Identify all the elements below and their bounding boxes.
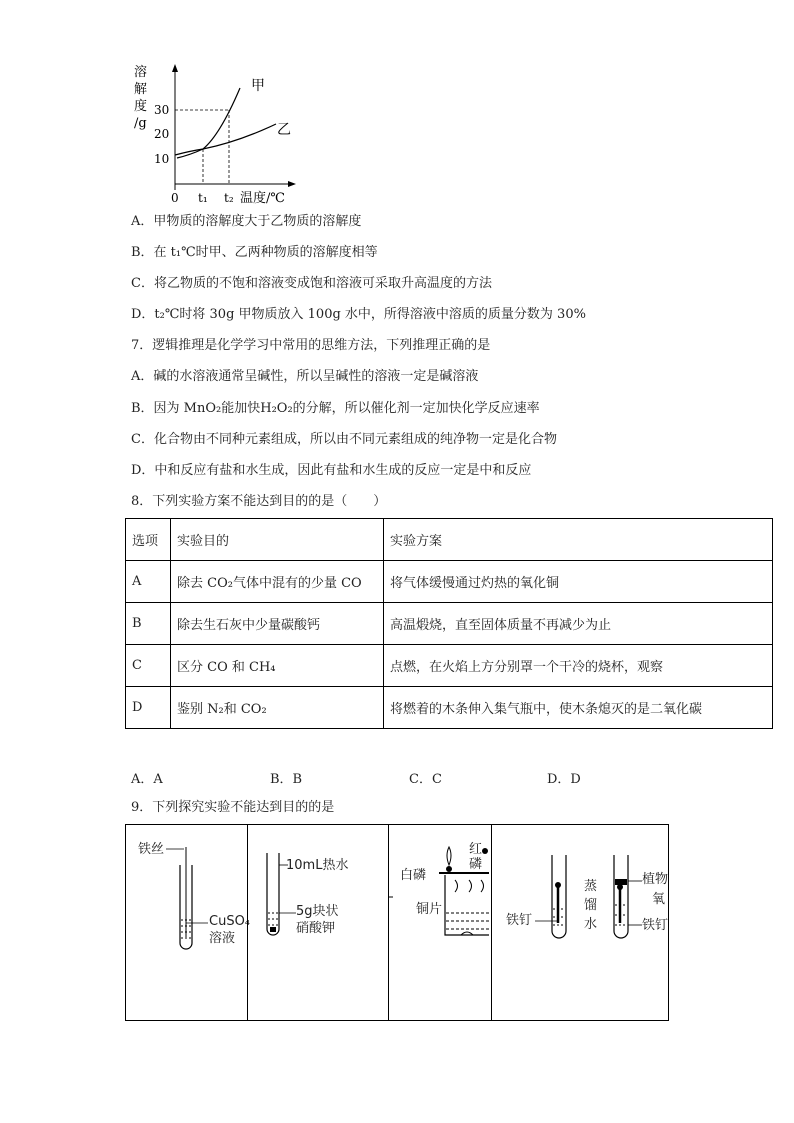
potassium-nitrate-label: 硝酸钾 — [296, 921, 336, 936]
copper-sheet-label: 铜片 — [416, 902, 443, 917]
row-c-option: C — [126, 645, 171, 687]
q9-panel-2 — [247, 824, 389, 1021]
solubility-graph — [128, 60, 298, 210]
y-tick-20: 20 — [154, 127, 170, 141]
block-label: 5g块状 — [296, 904, 339, 919]
table-header-row — [126, 519, 773, 561]
row-b-purpose: 除去生石灰中少量碳酸钙 — [171, 603, 384, 645]
curve-jia-label: 甲 — [251, 78, 265, 94]
distilled-label-3: 水 — [584, 917, 598, 932]
curve-yi — [175, 124, 276, 155]
row-c-plan: 点燃，在火焰上方分别罩一个干冷的烧杯，观察 — [384, 645, 773, 687]
x-tick-0: 0 — [171, 191, 179, 205]
q6-option-b: B．在 t₁℃时甲、乙两种物质的溶解度相等 — [131, 245, 378, 260]
y-label-2: 解 — [134, 82, 148, 97]
x-axis-label: 温度/℃ — [240, 191, 285, 206]
q8-stem: 8．下列实验方案不能达到目的的是（ ） — [131, 494, 387, 509]
q9-panel-3 — [388, 824, 492, 1021]
q8-answer-a: A．A — [131, 772, 163, 787]
header-plan: 实验方案 — [384, 519, 773, 561]
table-row — [126, 603, 773, 645]
q8-table — [125, 518, 773, 729]
header-purpose: 实验目的 — [171, 519, 384, 561]
q6-option-c: C．将乙物质的不饱和溶液变成饱和溶液可采取升高温度的方法 — [131, 276, 492, 291]
white-phosphorus-label: 白磷 — [400, 868, 427, 883]
q9-panel-4 — [491, 824, 669, 1021]
row-b-option: B — [126, 603, 171, 645]
y-label-1: 溶 — [134, 65, 148, 80]
table-row — [126, 687, 773, 729]
row-d-purpose: 鉴别 N₂和 CO₂ — [171, 687, 384, 729]
q6-option-d: D．t₂℃时将 30g 甲物质放入 100g 水中，所得溶液中溶质的质量分数为 30% — [131, 307, 586, 322]
distilled-label-2: 馏 — [584, 898, 598, 913]
red-phosphorus-label: 红磷 — [469, 842, 483, 872]
solution-label: 溶液 — [209, 931, 236, 946]
iron-wire-label: 铁丝 — [138, 842, 165, 857]
row-a-option: A — [126, 561, 171, 603]
row-a-purpose: 除去 CO₂气体中混有的少量 CO — [171, 561, 384, 603]
iron-nail-label-1: 铁钉 — [506, 913, 533, 928]
x-tick-t2: t₂ — [224, 191, 234, 205]
y-tick-10: 10 — [154, 152, 170, 166]
row-b-plan: 高温煅烧，直至固体质量不再减少为止 — [384, 603, 773, 645]
curve-yi-label: 乙 — [277, 122, 291, 138]
x-tick-t1: t₁ — [198, 191, 208, 205]
q7-option-a: A．碱的水溶液通常呈碱性，所以呈碱性的溶液一定是碱溶液 — [131, 369, 479, 384]
q6-option-a: A．甲物质的溶解度大于乙物质的溶解度 — [131, 214, 362, 229]
iron-nail-label-2: 铁钉 — [642, 918, 669, 933]
oxygen-label: 氧 — [652, 892, 666, 907]
cuso4-label: CuSO₄ — [209, 914, 251, 929]
q7-option-b: B．因为 MnO₂能加快H₂O₂的分解，所以催化剂一定加快化学反应速率 — [131, 401, 540, 416]
q8-answer-c: C．C — [409, 772, 442, 787]
q9-stem: 9．下列探究实验不能达到目的的是 — [131, 800, 335, 815]
header-option: 选项 — [126, 519, 171, 561]
q7-option-d: D．中和反应有盐和水生成，因此有盐和水生成的反应一定是中和反应 — [131, 463, 532, 478]
distilled-label-1: 蒸 — [584, 879, 598, 894]
vegetable-oil-label: 植物 — [642, 872, 669, 887]
row-c-purpose: 区分 CO 和 CH₄ — [171, 645, 384, 687]
hot-water-label: 10mL热水 — [286, 858, 349, 873]
q7-stem: 7．逻辑推理是化学学习中常用的思维方法，下列推理正确的是 — [131, 338, 491, 353]
table-row — [126, 645, 773, 687]
q8-answer-d: D．D — [547, 772, 581, 787]
q7-option-c: C．化合物由不同种元素组成，所以由不同元素组成的纯净物一定是化合物 — [131, 432, 557, 447]
row-d-option: D — [126, 687, 171, 729]
row-d-plan: 将燃着的木条伸入集气瓶中，使木条熄灭的是二氧化碳 — [384, 687, 773, 729]
table-row — [126, 561, 773, 603]
row-a-plan: 将气体缓慢通过灼热的氧化铜 — [384, 561, 773, 603]
q8-answer-b: B．B — [270, 772, 303, 787]
q9-panel-1 — [125, 824, 251, 1021]
y-label-4: /g — [134, 116, 147, 131]
y-tick-30: 30 — [154, 103, 170, 117]
y-label-3: 度 — [134, 99, 148, 114]
